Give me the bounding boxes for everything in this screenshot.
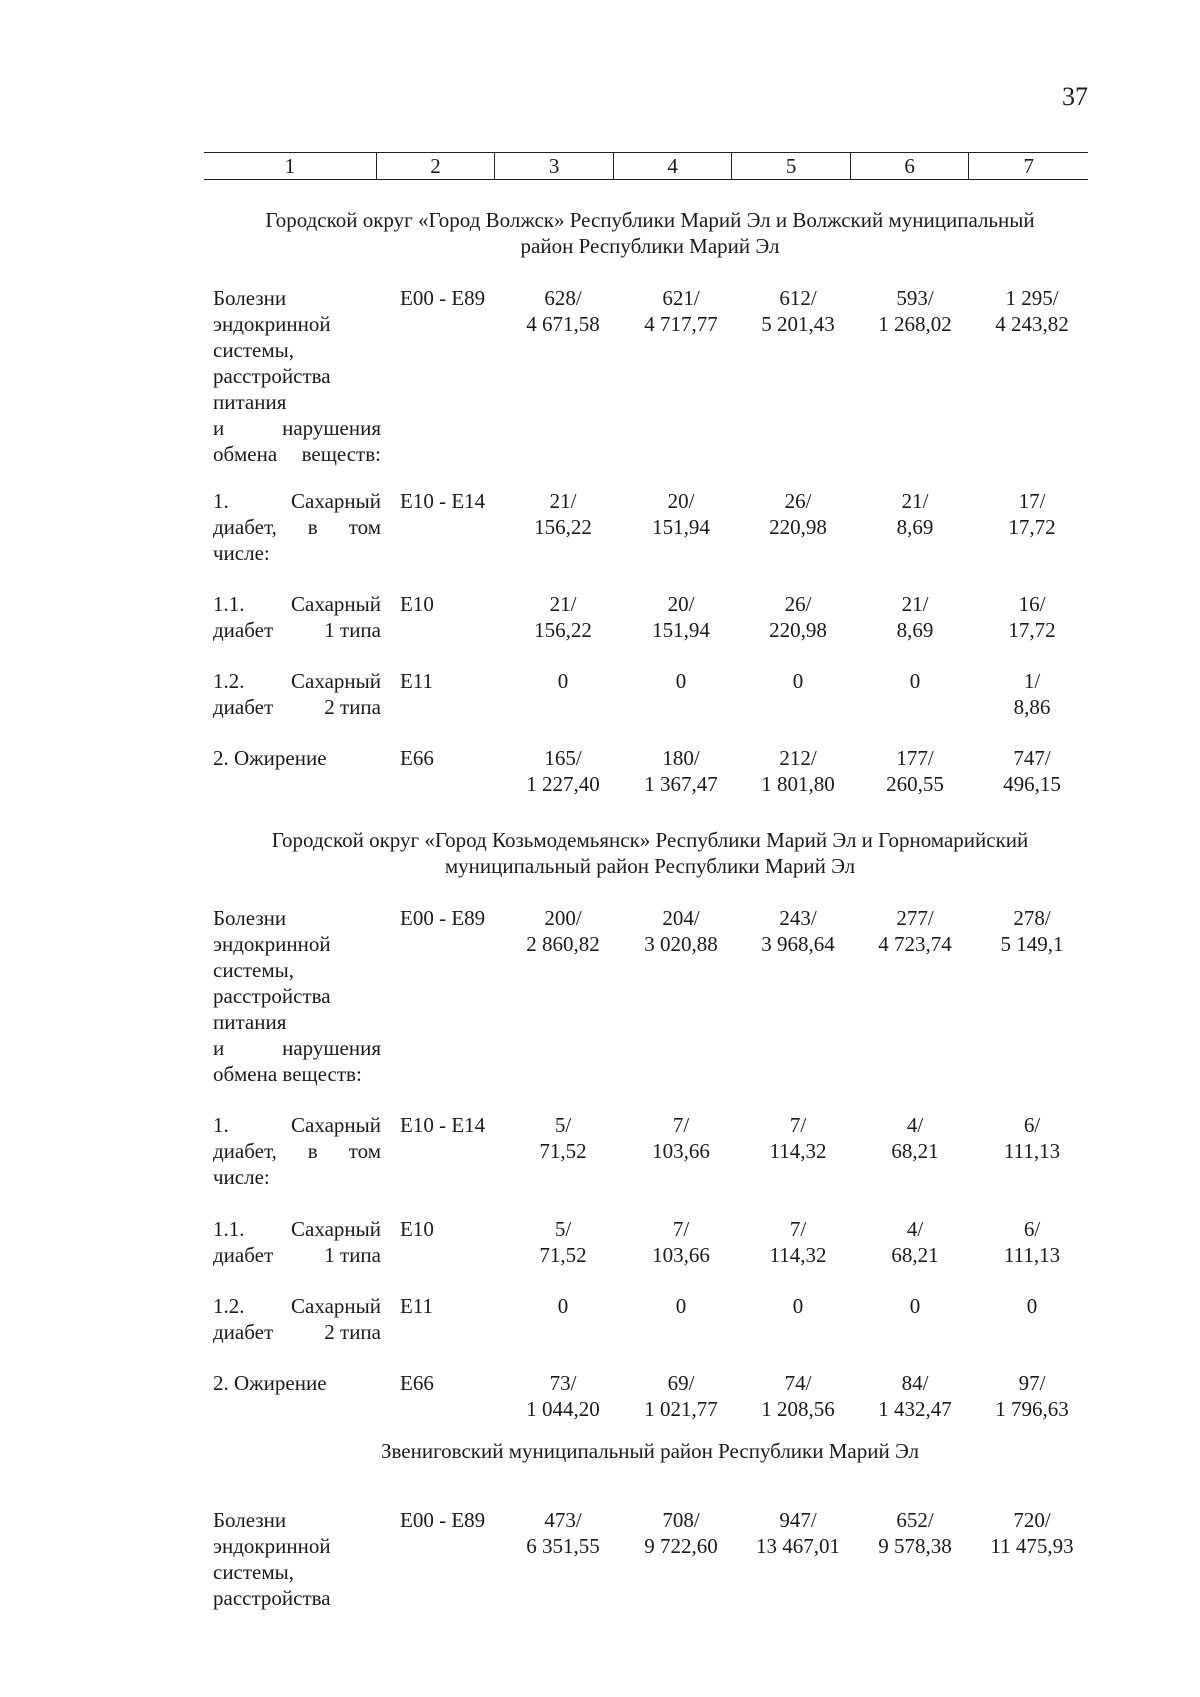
icd-code: E11 <box>400 1294 434 1318</box>
rate-per-100k: 496,15 <box>1003 772 1061 796</box>
disease-name-word: расстройства <box>213 364 331 388</box>
disease-name-word: диабет <box>213 1243 274 1267</box>
value-cell <box>621 1293 741 1319</box>
rate-per-100k: 4 717,77 <box>644 312 718 336</box>
case-count: 26/ <box>784 489 812 513</box>
value-cell <box>621 668 741 694</box>
case-count: 1/ <box>1023 669 1041 693</box>
disease-name-line <box>213 389 381 415</box>
case-count: 277/ <box>896 906 934 930</box>
disease-name-word: 2 типа <box>324 695 381 719</box>
rate-per-100k: 220,98 <box>769 618 827 642</box>
rate-per-100k: 8,86 <box>1013 695 1051 719</box>
value-cell <box>503 591 623 643</box>
disease-name <box>213 285 381 467</box>
disease-name-word: Сахарный <box>291 1294 381 1318</box>
value-cell <box>738 1216 858 1268</box>
icd-code: E10 - E14 <box>400 1113 486 1137</box>
case-count: 0 <box>792 1294 804 1318</box>
value-cell <box>855 1507 975 1559</box>
disease-name-word: Болезни <box>213 906 287 930</box>
page-number: 37 <box>1062 82 1088 111</box>
case-count: 0 <box>675 669 687 693</box>
section-title <box>210 827 1090 879</box>
disease-name-word: числе: <box>213 1165 270 1189</box>
disease-name-word: Болезни <box>213 286 287 310</box>
section-title-line: Звениговский муниципальный район Республики Марий Эл <box>380 1439 920 1463</box>
rate-per-100k: 103,66 <box>652 1139 710 1163</box>
value-cell <box>738 668 858 694</box>
case-count: 74/ <box>784 1371 812 1395</box>
value-cell <box>972 1112 1092 1164</box>
case-count: 593/ <box>896 286 934 310</box>
case-count: 5/ <box>554 1217 572 1241</box>
disease-name-word: эндокринной <box>213 312 331 336</box>
case-count: 180/ <box>662 746 700 770</box>
rate-per-100k: 156,22 <box>534 515 592 539</box>
section-title-line: Городской округ «Город Козьмодемьянск» Республики Марий Эл и Горномарийский <box>271 828 1029 852</box>
case-count: 21/ <box>901 592 929 616</box>
section-title-line: район Республики Марий Эл <box>520 234 780 258</box>
value-cell <box>972 1293 1092 1319</box>
value-cell <box>621 285 741 337</box>
disease-name-word: эндокринной <box>213 1534 331 1558</box>
disease-name-word: 1.1. <box>213 1217 245 1241</box>
value-cell <box>621 905 741 957</box>
value-cell <box>738 1370 858 1422</box>
value-cell <box>972 1507 1092 1559</box>
disease-name-line <box>213 1061 381 1087</box>
rate-per-100k: 5 201,43 <box>761 312 835 336</box>
value-cell <box>503 1216 623 1268</box>
disease-name <box>213 1370 381 1396</box>
disease-name-line <box>213 1319 381 1345</box>
disease-name-line <box>213 931 381 957</box>
rate-per-100k: 4 723,74 <box>878 932 952 956</box>
case-count: 1 295/ <box>1005 286 1059 310</box>
rate-per-100k: 13 467,01 <box>756 1534 840 1558</box>
disease-name-word: диабет, <box>213 1139 277 1163</box>
rate-per-100k: 9 722,60 <box>644 1534 718 1558</box>
case-count: 0 <box>792 669 804 693</box>
rate-per-100k: 8,69 <box>896 618 934 642</box>
rate-per-100k: 1 796,63 <box>995 1397 1069 1421</box>
value-cell <box>738 591 858 643</box>
disease-name-line <box>213 745 381 771</box>
icd-code: E10 <box>400 1217 434 1241</box>
disease-name-line <box>213 441 381 467</box>
value-cell <box>738 285 858 337</box>
value-cell <box>972 285 1092 337</box>
disease-name-line <box>213 694 381 720</box>
disease-name-line <box>213 1035 381 1061</box>
value-cell <box>972 1370 1092 1422</box>
column-number-header <box>204 152 1088 180</box>
disease-name-word: Сахарный <box>291 1217 381 1241</box>
value-cell <box>503 1293 623 1319</box>
disease-name-word: Сахарный <box>291 489 381 513</box>
disease-name-line <box>213 311 381 337</box>
rate-per-100k: 111,13 <box>1003 1139 1061 1163</box>
rate-per-100k: 1 227,40 <box>526 772 600 796</box>
disease-name-word: 1.2. <box>213 1294 245 1318</box>
disease-name-line <box>213 668 381 694</box>
rate-per-100k: 1 208,56 <box>761 1397 835 1421</box>
disease-name-line <box>213 337 381 363</box>
disease-name-word: расстройства <box>213 984 331 1008</box>
case-count: 0 <box>675 1294 687 1318</box>
case-count: 73/ <box>549 1371 577 1395</box>
rate-per-100k: 4 671,58 <box>526 312 600 336</box>
value-cell <box>621 488 741 540</box>
case-count: 278/ <box>1013 906 1051 930</box>
disease-name-word: обмена <box>213 442 278 466</box>
disease-name-line <box>213 1009 381 1035</box>
disease-name-word: системы, <box>213 338 295 362</box>
rate-per-100k: 17,72 <box>1008 515 1056 539</box>
rate-per-100k: 1 044,20 <box>526 1397 600 1421</box>
disease-name-word: нарушения <box>282 1036 381 1060</box>
case-count: 84/ <box>901 1371 929 1395</box>
disease-name-line <box>213 1293 381 1319</box>
value-cell <box>855 905 975 957</box>
disease-name-line <box>213 957 381 983</box>
disease-name-word: нарушения <box>282 416 381 440</box>
section-title-line: муниципальный район Республики Марий Эл <box>444 854 856 878</box>
disease-name-word: 2 типа <box>324 1320 381 1344</box>
disease-name-line <box>213 617 381 643</box>
case-count: 6/ <box>1023 1113 1041 1137</box>
value-cell <box>855 1216 975 1268</box>
disease-name <box>213 591 381 643</box>
rate-per-100k: 114,32 <box>769 1243 827 1267</box>
section-title-line: Городской округ «Город Волжск» Республики Марий Эл и Волжский муниципальный <box>265 208 1035 232</box>
icd-code: E11 <box>400 669 434 693</box>
disease-name-word: 1. <box>213 489 229 513</box>
case-count: 177/ <box>896 746 934 770</box>
rate-per-100k: 1 801,80 <box>761 772 835 796</box>
disease-name-line <box>213 1112 381 1138</box>
rate-per-100k: 71,52 <box>539 1139 587 1163</box>
disease-name-line <box>213 488 381 514</box>
disease-name-line <box>213 905 381 931</box>
value-cell <box>503 285 623 337</box>
disease-name-line <box>213 1370 381 1396</box>
disease-name-word: расстройства <box>213 1586 331 1610</box>
value-cell <box>738 1293 858 1319</box>
icd-code: E10 <box>400 592 434 616</box>
disease-name-word: в <box>307 1139 318 1163</box>
disease-name-line <box>213 1164 381 1190</box>
disease-name-word: питания <box>213 1010 287 1034</box>
value-cell <box>855 745 975 797</box>
icd-code: E00 - E89 <box>400 906 486 930</box>
column-number: 7 <box>969 153 1088 180</box>
disease-name-word: питания <box>213 390 287 414</box>
case-count: 212/ <box>779 746 817 770</box>
disease-name-line <box>213 1585 381 1611</box>
value-cell <box>621 1112 741 1164</box>
disease-name-word: и <box>213 1036 225 1060</box>
case-count: 17/ <box>1018 489 1046 513</box>
value-cell <box>503 668 623 694</box>
case-count: 21/ <box>549 592 577 616</box>
rate-per-100k: 71,52 <box>539 1243 587 1267</box>
disease-name-word: в <box>307 515 318 539</box>
rate-per-100k: 114,32 <box>769 1139 827 1163</box>
disease-name-word: том <box>348 515 381 539</box>
value-cell <box>503 1370 623 1422</box>
column-number: 3 <box>495 153 614 180</box>
case-count: 4/ <box>906 1217 924 1241</box>
disease-name-line <box>213 415 381 441</box>
disease-name-word: 1 типа <box>324 1243 381 1267</box>
disease-name-word: 1. <box>213 1113 229 1137</box>
rate-per-100k: 260,55 <box>886 772 944 796</box>
case-count: 165/ <box>544 746 582 770</box>
column-number: 5 <box>732 153 851 180</box>
disease-name <box>213 1293 381 1345</box>
disease-name-line <box>213 1242 381 1268</box>
disease-name-word: Болезни <box>213 1508 287 1532</box>
rate-per-100k: 3 968,64 <box>761 932 835 956</box>
rate-per-100k: 4 243,82 <box>995 312 1069 336</box>
disease-name <box>213 1507 381 1611</box>
disease-name-line <box>213 983 381 1009</box>
disease-name-word: диабет <box>213 1320 274 1344</box>
rate-per-100k: 5 149,1 <box>1000 932 1064 956</box>
rate-per-100k: 9 578,38 <box>878 1534 952 1558</box>
case-count: 0 <box>557 669 569 693</box>
icd-code: E66 <box>400 1371 434 1395</box>
case-count: 7/ <box>789 1217 807 1241</box>
case-count: 720/ <box>1013 1508 1051 1532</box>
case-count: 0 <box>909 669 921 693</box>
case-count: 21/ <box>901 489 929 513</box>
value-cell <box>621 591 741 643</box>
rate-per-100k: 11 475,93 <box>990 1534 1074 1558</box>
value-cell <box>855 591 975 643</box>
case-count: 200/ <box>544 906 582 930</box>
case-count: 26/ <box>784 592 812 616</box>
column-number: 6 <box>850 153 969 180</box>
rate-per-100k: 220,98 <box>769 515 827 539</box>
disease-name <box>213 488 381 566</box>
disease-name-line <box>213 514 381 540</box>
disease-name-word: диабет <box>213 695 274 719</box>
value-cell <box>503 1507 623 1559</box>
value-cell <box>855 668 975 694</box>
value-cell <box>855 1293 975 1319</box>
case-count: 4/ <box>906 1113 924 1137</box>
disease-name <box>213 1216 381 1268</box>
value-cell <box>738 745 858 797</box>
value-cell <box>503 745 623 797</box>
case-count: 747/ <box>1013 746 1051 770</box>
value-cell <box>738 488 858 540</box>
case-count: 628/ <box>544 286 582 310</box>
disease-name-line <box>213 363 381 389</box>
value-cell <box>972 745 1092 797</box>
rate-per-100k: 68,21 <box>891 1139 939 1163</box>
disease-name-word: и <box>213 416 225 440</box>
rate-per-100k: 3 020,88 <box>644 932 718 956</box>
value-cell <box>972 591 1092 643</box>
case-count: 7/ <box>672 1113 690 1137</box>
case-count: 20/ <box>667 592 695 616</box>
case-count: 0 <box>1026 1294 1038 1318</box>
case-count: 243/ <box>779 906 817 930</box>
value-cell <box>855 488 975 540</box>
disease-name-word: 1 типа <box>324 618 381 642</box>
case-count: 0 <box>557 1294 569 1318</box>
rate-per-100k: 1 021,77 <box>644 1397 718 1421</box>
disease-name-word: 2. Ожирение <box>213 1371 327 1395</box>
icd-code: E66 <box>400 746 434 770</box>
disease-name-word: Сахарный <box>291 1113 381 1137</box>
disease-name-word: диабет <box>213 618 274 642</box>
value-cell <box>972 488 1092 540</box>
rate-per-100k: 2 860,82 <box>526 932 600 956</box>
case-count: 5/ <box>554 1113 572 1137</box>
case-count: 0 <box>909 1294 921 1318</box>
value-cell <box>503 1112 623 1164</box>
rate-per-100k: 17,72 <box>1008 618 1056 642</box>
rate-per-100k: 68,21 <box>891 1243 939 1267</box>
case-count: 652/ <box>896 1508 934 1532</box>
disease-name-word: диабет, <box>213 515 277 539</box>
disease-name <box>213 1112 381 1190</box>
value-cell <box>738 1507 858 1559</box>
disease-name-word: 2. Ожирение <box>213 746 327 770</box>
icd-code: E10 - E14 <box>400 489 486 513</box>
disease-name-word: эндокринной <box>213 932 331 956</box>
disease-name-word: системы, <box>213 1560 295 1584</box>
disease-name-line <box>213 540 381 566</box>
disease-name-line <box>213 1533 381 1559</box>
value-cell <box>972 905 1092 957</box>
value-cell <box>621 1507 741 1559</box>
disease-name-line <box>213 1559 381 1585</box>
rate-per-100k: 1 268,02 <box>878 312 952 336</box>
section-title <box>210 1438 1090 1464</box>
disease-name-line <box>213 591 381 617</box>
icd-code: E00 - E89 <box>400 1508 486 1532</box>
section-title <box>210 207 1090 259</box>
rate-per-100k: 8,69 <box>896 515 934 539</box>
value-cell <box>621 1370 741 1422</box>
case-count: 7/ <box>672 1217 690 1241</box>
value-cell <box>503 905 623 957</box>
value-cell <box>855 1112 975 1164</box>
value-cell <box>621 1216 741 1268</box>
case-count: 6/ <box>1023 1217 1041 1241</box>
value-cell <box>621 745 741 797</box>
disease-name-line <box>213 1507 381 1533</box>
disease-name <box>213 745 381 771</box>
case-count: 947/ <box>779 1508 817 1532</box>
case-count: 97/ <box>1018 1371 1046 1395</box>
value-cell <box>738 905 858 957</box>
disease-name-word: Сахарный <box>291 592 381 616</box>
disease-name <box>213 905 381 1087</box>
disease-name-word: 1.1. <box>213 592 245 616</box>
disease-name-line <box>213 285 381 311</box>
case-count: 7/ <box>789 1113 807 1137</box>
icd-code: E00 - E89 <box>400 286 486 310</box>
disease-name-word: Сахарный <box>291 669 381 693</box>
value-cell <box>855 1370 975 1422</box>
case-count: 708/ <box>662 1508 700 1532</box>
rate-per-100k: 6 351,55 <box>526 1534 600 1558</box>
rate-per-100k: 151,94 <box>652 618 710 642</box>
value-cell <box>972 668 1092 720</box>
value-cell <box>738 1112 858 1164</box>
disease-name-line <box>213 1138 381 1164</box>
disease-name-word: системы, <box>213 958 295 982</box>
disease-name-word: обмена веществ: <box>213 1062 362 1086</box>
value-cell <box>855 285 975 337</box>
disease-name <box>213 668 381 720</box>
rate-per-100k: 1 367,47 <box>644 772 718 796</box>
disease-name-line <box>213 1216 381 1242</box>
case-count: 16/ <box>1018 592 1046 616</box>
rate-per-100k: 156,22 <box>534 618 592 642</box>
value-cell <box>972 1216 1092 1268</box>
column-number: 2 <box>376 153 495 180</box>
case-count: 69/ <box>667 1371 695 1395</box>
case-count: 473/ <box>544 1508 582 1532</box>
column-number: 4 <box>613 153 732 180</box>
case-count: 20/ <box>667 489 695 513</box>
case-count: 621/ <box>662 286 700 310</box>
rate-per-100k: 1 432,47 <box>878 1397 952 1421</box>
column-number: 1 <box>204 153 376 180</box>
rate-per-100k: 103,66 <box>652 1243 710 1267</box>
disease-name-word: 1.2. <box>213 669 245 693</box>
case-count: 204/ <box>662 906 700 930</box>
rate-per-100k: 111,13 <box>1003 1243 1061 1267</box>
disease-name-word: числе: <box>213 541 270 565</box>
disease-name-word: том <box>348 1139 381 1163</box>
value-cell <box>503 488 623 540</box>
rate-per-100k: 151,94 <box>652 515 710 539</box>
case-count: 21/ <box>549 489 577 513</box>
disease-name-word: веществ: <box>301 442 381 466</box>
case-count: 612/ <box>779 286 817 310</box>
